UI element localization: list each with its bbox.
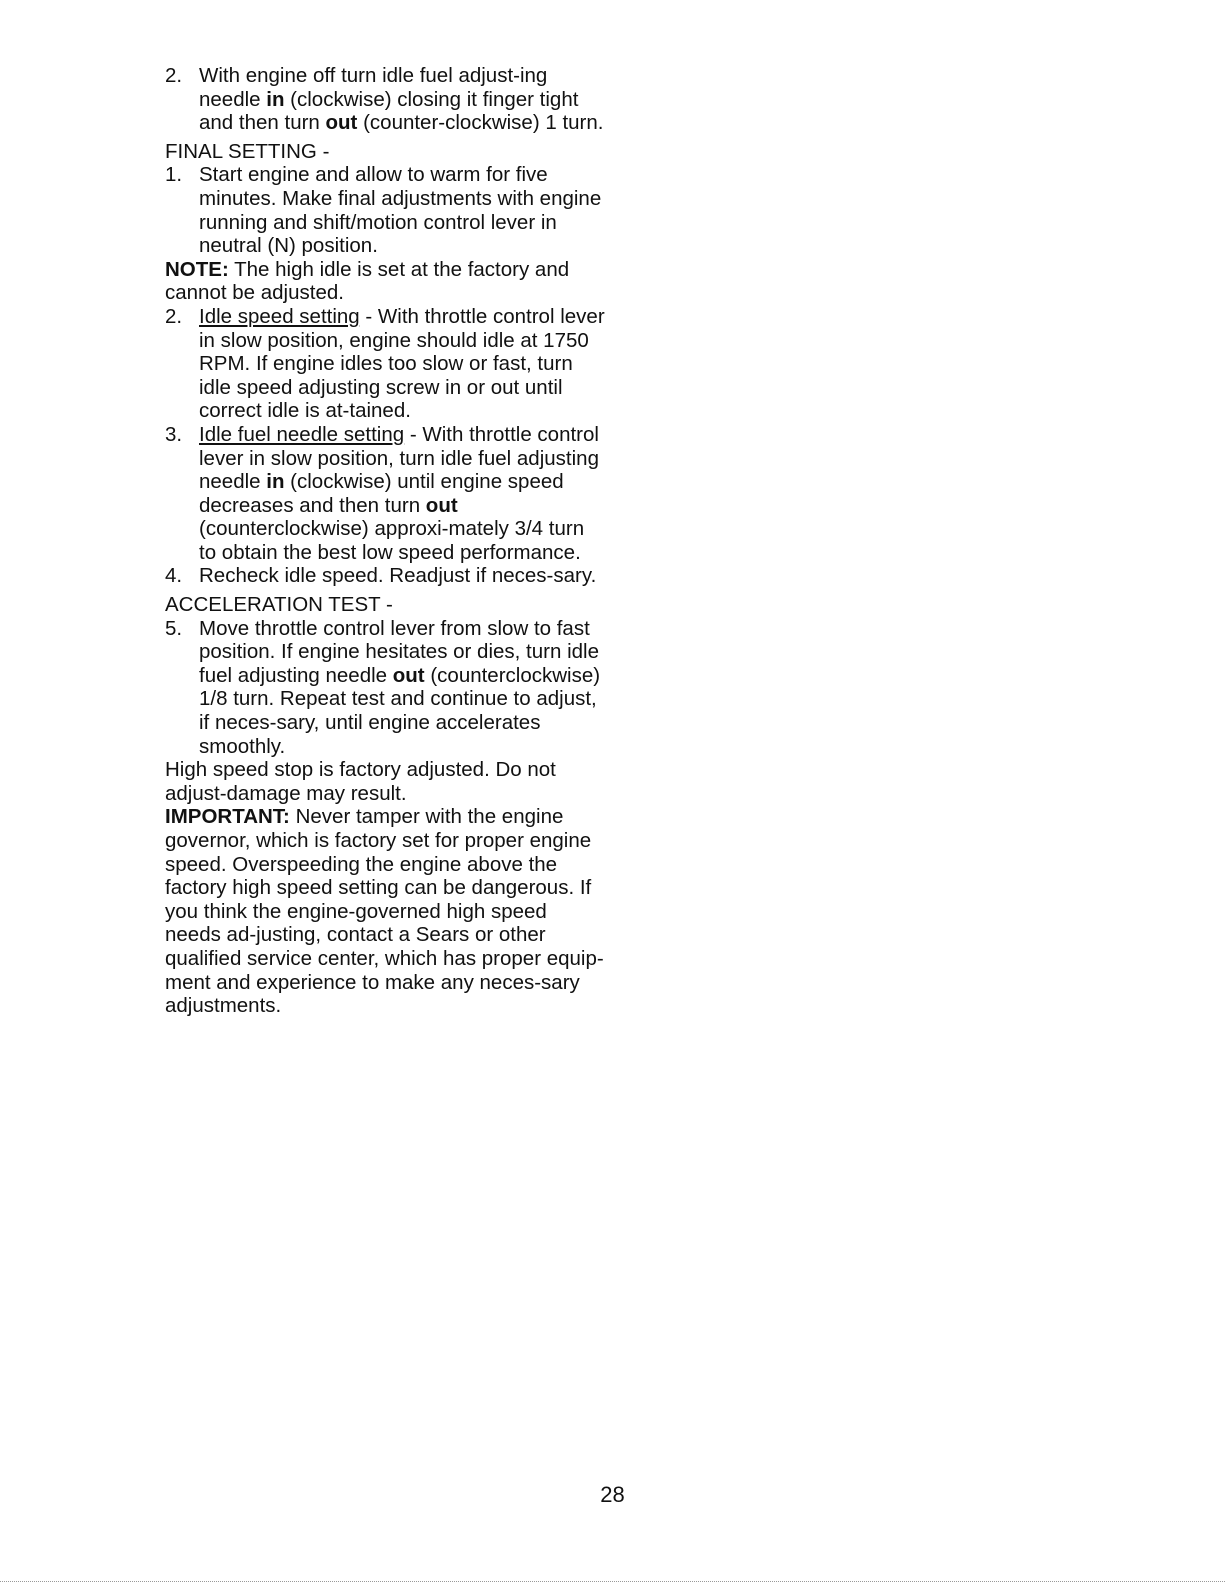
bold-out: out bbox=[325, 111, 358, 135]
list-item-1 bbox=[165, 163, 605, 257]
list-item-2-idle-speed bbox=[165, 305, 605, 423]
important-label: IMPORTANT: bbox=[165, 805, 290, 829]
list-number: 1. bbox=[165, 163, 183, 187]
note-text: The high idle is set at the factory and cannot be adjusted. bbox=[165, 257, 570, 305]
list-number: 2. bbox=[165, 64, 183, 87]
item-text: Start engine and allow to warm for five minutes. Make final adjustments with engine running and shift/motion control lever in neutral (N) position. bbox=[199, 163, 602, 258]
list-number: 2. bbox=[165, 304, 183, 328]
item-title: Idle speed setting bbox=[199, 304, 360, 328]
note-label: NOTE: bbox=[165, 257, 229, 281]
page-number: 28 bbox=[600, 1482, 625, 1507]
high-speed-stop-paragraph: High speed stop is factory adjusted. Do not adjust-damage may result. bbox=[165, 758, 556, 805]
important-paragraph bbox=[165, 805, 605, 1017]
list-item-3-idle-fuel-needle bbox=[165, 423, 605, 565]
acceleration-test-heading: ACCELERATION TEST - bbox=[165, 593, 393, 617]
item-text: Recheck idle speed. Readjust if neces-sary. bbox=[199, 564, 597, 588]
list-item-2-initial-setting bbox=[165, 64, 605, 135]
text-column bbox=[165, 64, 605, 1018]
item-text: (clockwise) until engine speed decreases and then turn bbox=[199, 470, 564, 517]
bold-out: out bbox=[392, 663, 425, 687]
item-text: (counterclockwise) 1/8 turn. Repeat test and continue to adjust, if neces-sary, until engine accelerates smoothly. bbox=[199, 663, 601, 758]
item-text: Move throttle control lever from slow to fast position. If engine hesitates or dies, turn idle fuel adjusting needle bbox=[199, 616, 599, 687]
note-paragraph bbox=[165, 258, 605, 305]
list-item-4 bbox=[165, 564, 605, 588]
item-text: (counterclockwise) approxi-mately 3/4 turn to obtain the best low speed performance. bbox=[199, 517, 585, 564]
list-number: 4. bbox=[165, 564, 183, 588]
item-title: Idle fuel needle setting bbox=[199, 422, 405, 446]
list-number: 5. bbox=[165, 616, 183, 640]
bold-in: in bbox=[266, 470, 285, 494]
important-text: Never tamper with the engine governor, which is factory set for proper engine speed. Overspeeding the engine above the factory high speed setting can be dangerous. If you think the engine-governed high speed needs ad-justing, contact a Sears or other qualified service center, which has proper equip-ment and experience to make any neces-sary adjustments. bbox=[165, 805, 604, 1018]
list-number: 3. bbox=[165, 422, 183, 446]
final-setting-heading: FINAL SETTING - bbox=[165, 139, 330, 163]
page-bottom-rule bbox=[0, 1581, 1225, 1583]
item-text: (counter-clockwise) 1 turn. bbox=[357, 111, 604, 135]
item-text: - With throttle control lever in slow position, turn idle fuel adjusting needle bbox=[199, 422, 599, 494]
bold-out: out bbox=[425, 493, 458, 517]
bold-in: in bbox=[266, 87, 285, 111]
item-text: With engine off turn idle fuel adjust-ing needle bbox=[199, 64, 548, 111]
item-text: (clockwise) closing it finger tight and then turn bbox=[199, 87, 579, 135]
list-item-5 bbox=[165, 617, 605, 759]
item-text: - With throttle control lever in slow position, engine should idle at 1750 RPM. If engine idles too slow or fast, turn idle speed adjusting screw in or out until correct idle is at-tained. bbox=[199, 304, 605, 423]
